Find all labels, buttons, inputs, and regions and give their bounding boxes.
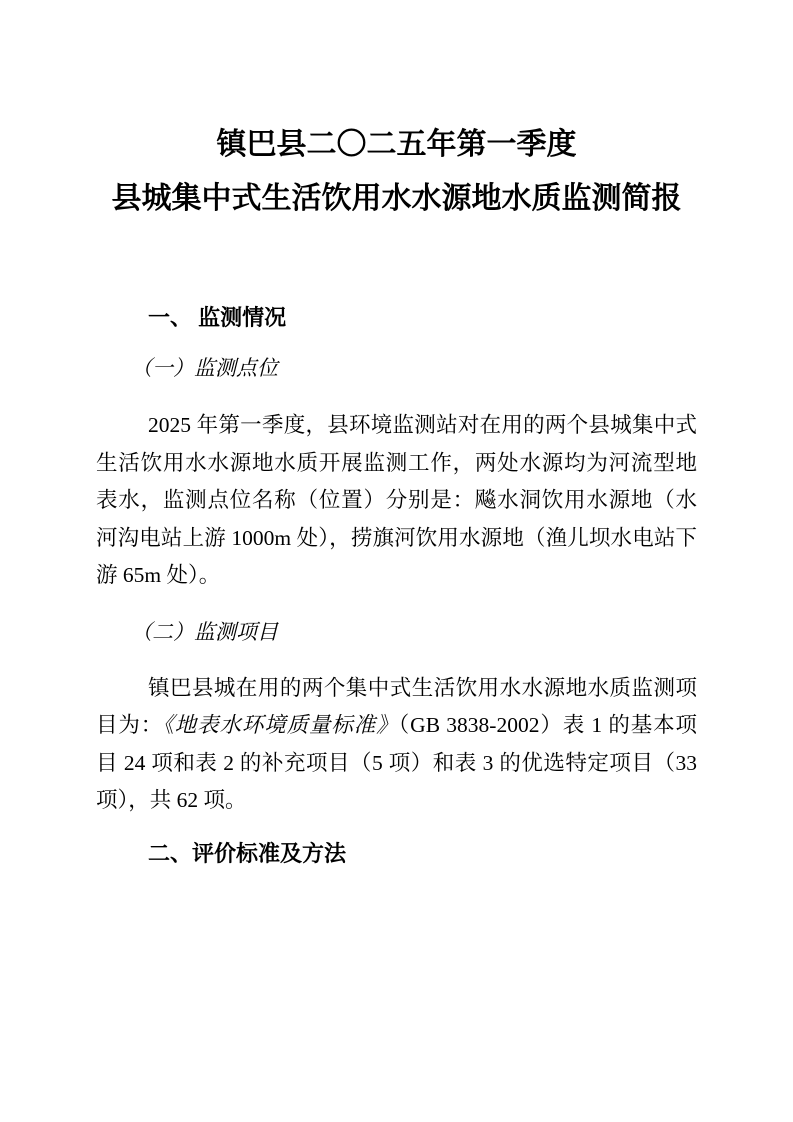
subsection-1-1-heading: （一）监测点位 (131, 356, 278, 380)
paragraph-monitoring-items (96, 670, 697, 820)
standard-name-citation: 《地表水环境质量标准》 (163, 713, 399, 737)
document-title-line1: 镇巴县二〇二五年第一季度 (216, 128, 577, 161)
monitoring-items-text-suffix: （GB 3838-2002）表 1 的基本项目 24 项和表 2 的补充项目（5 项）和表 3 的优选特定项目（33 项），共 62 项。 (96, 713, 697, 812)
subsection-1-2-heading: （二）监测项目 (131, 619, 278, 644)
paragraph-monitoring-sites: 2025 年第一季度，县环境监测站对在用的两个县城集中式生活饮用水水源地水质开展监测工作，两处水源均为河流型地表水，监测点位名称（位置）分别是：飚水洞饮用水源地（水河沟电站上游 1000m 处），捞旗河饮用水源地（渔儿坝水电站下游 65m 处）。 (96, 413, 697, 587)
document-title-line2: 县城集中式生活饮用水水源地水质监测简报 (111, 182, 682, 215)
monitoring-items-text-prefix: 镇巴县城在用的两个集中式生活饮用水水源地水质监测项目为： (96, 675, 697, 737)
section-1-heading: 一、 监测情况 (148, 305, 287, 330)
section-2-heading: 二、评价标准及方法 (148, 840, 347, 866)
